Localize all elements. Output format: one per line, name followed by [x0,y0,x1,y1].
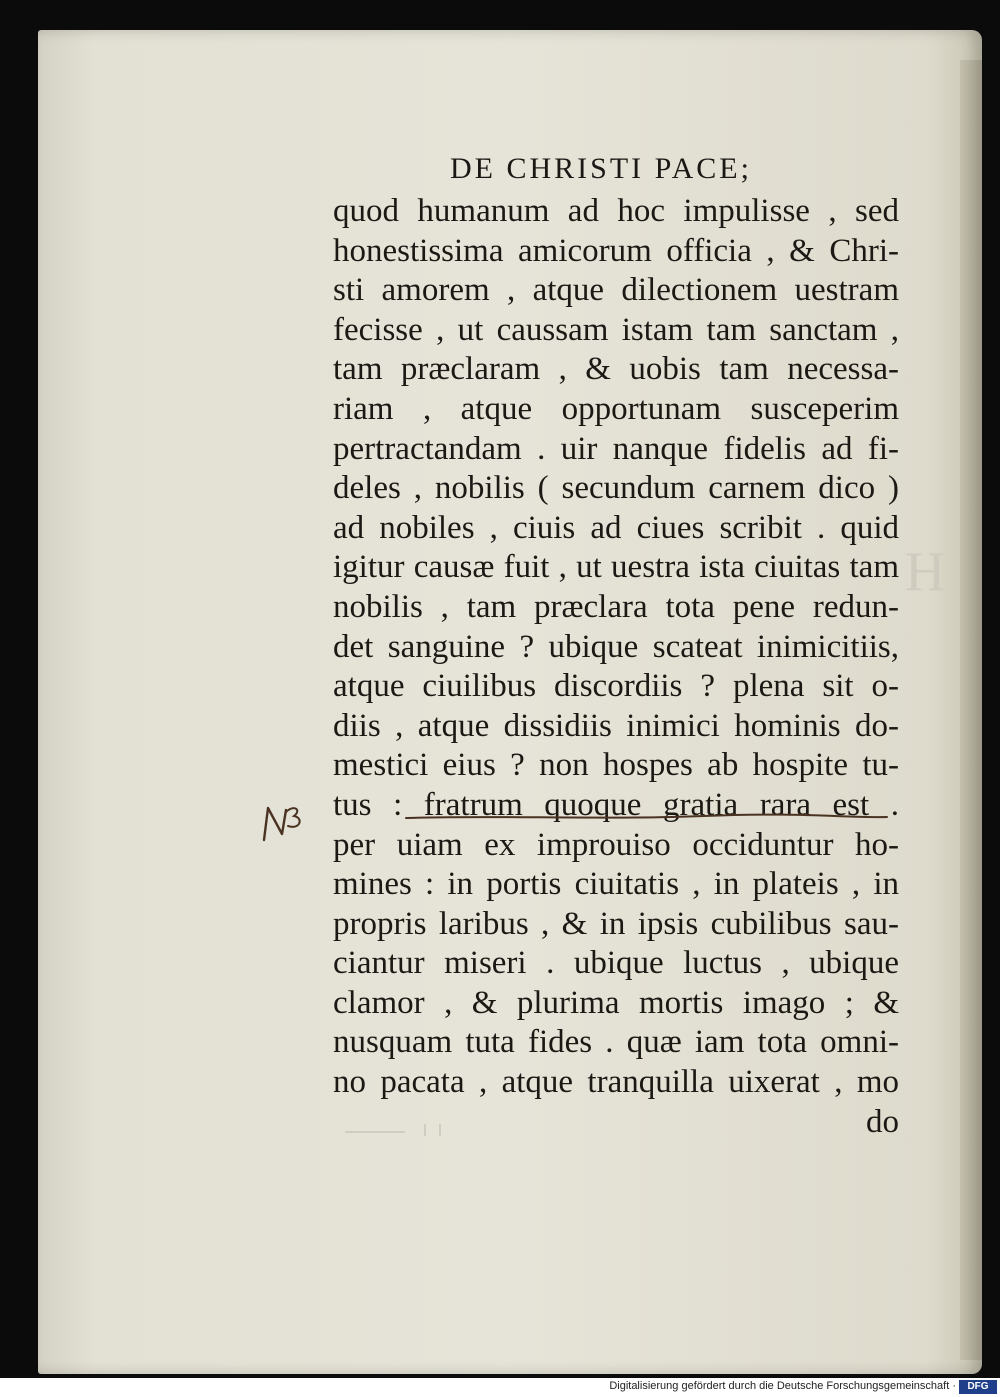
catchword: do [866,1103,899,1140]
text-line: nusquam tuta fides . quæ iam tota omni- [333,1024,899,1061]
running-head: DE CHRISTI PACE; [450,152,752,185]
dfg-logo: DFG [959,1380,997,1394]
text-line: atque ciuilibus discordiis ? plena sit o- [333,668,899,705]
text-line: nobilis , tam præclara tota pene redun- [333,588,899,625]
text-line: det sanguine ? ubique scateat inimicitiis, [333,628,899,665]
text-line: tus : fratrum quoque gratia rara est . [333,786,899,823]
text-line: diis , atque dissidiis inimici hominis do- [333,707,899,744]
text-line: per uiam ex improuiso occiduntur ho- [333,826,899,863]
text-line: quod humanum ad hoc impulisse , sed [333,193,899,229]
bleed-through-shadow [345,1118,465,1138]
text-line: propris laribus , & in ipsis cubilibus sau- [333,905,899,942]
bleed-through-letter: H [905,541,948,603]
text-line: pertractandam . uir nanque fidelis ad fi- [333,430,899,467]
page-edge-shadow [960,60,982,1360]
text-line: clamor , & plurima mortis imago ; & [333,984,899,1021]
handwritten-margin-mark [258,800,306,844]
text-line: no pacata , atque tranquilla uixerat , mo [333,1064,899,1101]
footer-credit: Digitalisierung gefördert durch die Deutsche Forschungsgemeinschaft · [609,1380,956,1392]
text-line: honestissima amicorum officia , & Chri- [333,232,899,269]
text-line: fecisse , ut caussam istam tam sanctam , [333,311,899,348]
text-line: mines : in portis ciuitatis , in plateis , in [333,866,899,903]
text-line: tam præclaram , & uobis tam necessa- [333,351,899,388]
handwritten-strikethrough [404,812,889,822]
text-line: ad nobiles , ciuis ad ciues scribit . quid [333,509,899,546]
text-line: igitur causæ fuit , ut uestra ista ciuitas tam [333,549,899,586]
body-text [333,192,899,1142]
text-line: riam , atque opportunam susceperim [333,390,899,427]
text-line: mestici eius ? non hospes ab hospite tu- [333,747,899,784]
text-line: ciantur miseri . ubique luctus , ubique [333,945,899,982]
text-line: deles , nobilis ( secundum carnem dico ) [333,470,899,507]
text-line: sti amorem , atque dilectionem uestram [333,272,899,309]
